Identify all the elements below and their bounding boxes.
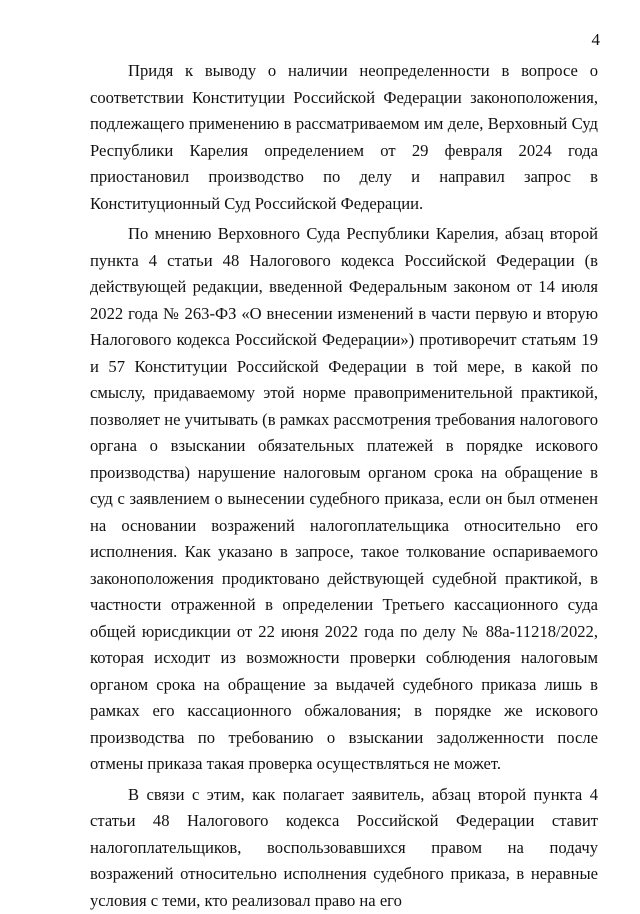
paragraph-1: Придя к выводу о наличии неопределенности в вопросе о соответствии Конституции Российской Федерации законоположения, подлежащего применению в рассматриваемом им деле, Верховный Суд Республики Карелия определением от 29 февраля 2024 года приостановил производство по делу и направил запрос в Конституционный Суд Российской Федерации.: [90, 58, 598, 217]
paragraph-3: В связи с этим, как полагает заявитель, абзац второй пункта 4 статьи 48 Налогового кодекса Российской Федерации ставит налогоплательщиков, воспользовавшихся правом на подачу возражений относительно исполнения судебного приказа, в неравные условия с теми, кто реализовал право на его: [90, 782, 598, 914]
paragraph-2: По мнению Верховного Суда Республики Карелия, абзац второй пункта 4 статьи 48 Налогового кодекса Российской Федерации (в действующей редакции, введенной Федеральным законом от 14 июля 2022 года № 263-ФЗ «О внесении изменений в части первую и вторую Налогового кодекса Российской Федерации») противоречит статьям 19 и 57 Конституции Российской Федерации в той мере, в какой по смыслу, придаваемому этой норме правоприменительной практикой, позволяет не учитывать (в рамках рассмотрения требования налогового органа о взыскании обязательных платежей в порядке искового производства) нарушение налоговым органом срока на обращение в суд с заявлением о вынесении судебного приказа, если он был отменен на основании возражений налогоплательщика относительно его исполнения. Как указано в запросе, такое толкование оспариваемого законоположения продиктовано действующей судебной практикой, в частности отраженной в определении Третьего кассационного суда общей юрисдикции от 22 июня 2022 года по делу № 88а-11218/2022, которая исходит из возможности проверки соблюдения налоговым органом срока на обращение за выдачей судебного приказа лишь в рамках его кассационного обжалования; в порядке же искового производства по требованию о взыскании задолженности после отмены приказа такая проверка осуществляться не может.: [90, 221, 598, 778]
document-body: [90, 58, 598, 914]
page-number: 4: [560, 30, 600, 50]
